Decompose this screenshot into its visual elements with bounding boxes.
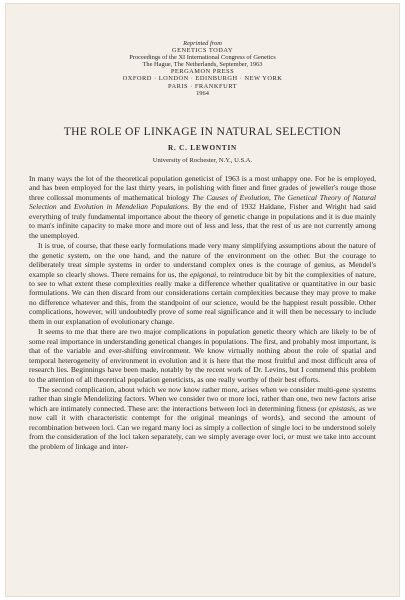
- paragraph-2: It is true, of course, that these early formulations made very many simplifying assumptions about the nature of the genetic system, on the one hand, and the nature of the environment on the other. But the courage to deliberately treat simple systems in order to understand complex ones is the courage of genius, as Mendel's example so clearly shows. There remains for us, the epigonai, to reintroduce bit by bit the complexities of nature, to see to what extent these complexities really make a difference whether qualitative or quantitative in our basic formulations. We can then discard from our considerations certain complexities because they may prove to make no difference whatever and this, from the standpoint of our science, would be the happiest result possible. Other complications, however, will undoubtedly prove of some real significance and it will then be necessary to include them in our explanation of evolutionary change.: [29, 241, 376, 326]
- paragraph-1: In many ways the lot of the theoretical population geneticist of 1963 is a most unhappy one. For he is employed, and has been employed for the last thirty years, in polishing with finer and finer grades of jeweller's rouge those three collossal monuments of mathematical biology The Causes of Evolution, The Genetical Theory of Natural Selection and Evolution in Mendelian Populations. By the end of 1932 Haldane, Fisher and Wright had said everything of truly fundamental importance about the theory of genetic change in populations and it is due mainly to man's infinite capacity to make more and more out of less and less, that the rest of us are not currently among the unemployed.: [29, 174, 377, 240]
- location-date-line: The Hague, The Netherlands, September, 1963: [142, 61, 263, 69]
- reprint-header: [6, 40, 399, 97]
- reprint-page: [6, 4, 399, 596]
- article-body: [29, 174, 376, 452]
- paragraph-3: It seems to me that there are two major complications in population genetic theory which are likely to be of some real importance in understanding genetical changes in populations. The first, and probably most important, is that of the variable and ever-shifting environment. We know virtually nothing about the role of spatial and temporal heterogeneity of environment in evolution and it is here that the most fruitful and most difficult area of research lies. Beginnings have been made, notably by the recent work of Dr. Levins, but I commend this problem to the attention of all theoretical population geneticists, as one really worthy of their best efforts.: [29, 327, 376, 384]
- reprinted-from-label: Reprinted from: [183, 40, 222, 47]
- paragraph-4: The second complication, about which we now know rather more, arises when we consider multi-gene systems rather than single Mendelizing factors. When we consider two or more loci, rather than one, two new factors arise which are intimately connected. These are: the interactions between loci in determining fitness (or epistasis, as we now call it with characteristic contempt for the original meanings of words), and second the amount of recombination between loci. Can we regard many loci as simply a collection of single loci to be understood solely from the consideration of the loci taken separately, can we simply average over loci, or must we take into account the problem of linkage and inter-: [29, 384, 376, 451]
- journal-name: GENETICS TODAY: [171, 47, 234, 55]
- publisher-name: PERGAMON PRESS: [170, 68, 235, 76]
- publication-year: 1964: [196, 89, 209, 97]
- publisher-cities-line-2: PARIS · FRANKFURT: [168, 82, 237, 90]
- article-author: R. C. LEWONTIN: [167, 144, 238, 152]
- author-affiliation: University of Rochester, N.Y., U.S.A.: [152, 157, 253, 164]
- article-title: THE ROLE OF LINKAGE IN NATURAL SELECTION: [63, 125, 342, 138]
- proceedings-line: Proceedings of the XI International Congress of Genetics: [129, 54, 276, 62]
- publisher-cities-line-1: OXFORD · LONDON · EDINBURGH · NEW YORK: [122, 75, 283, 83]
